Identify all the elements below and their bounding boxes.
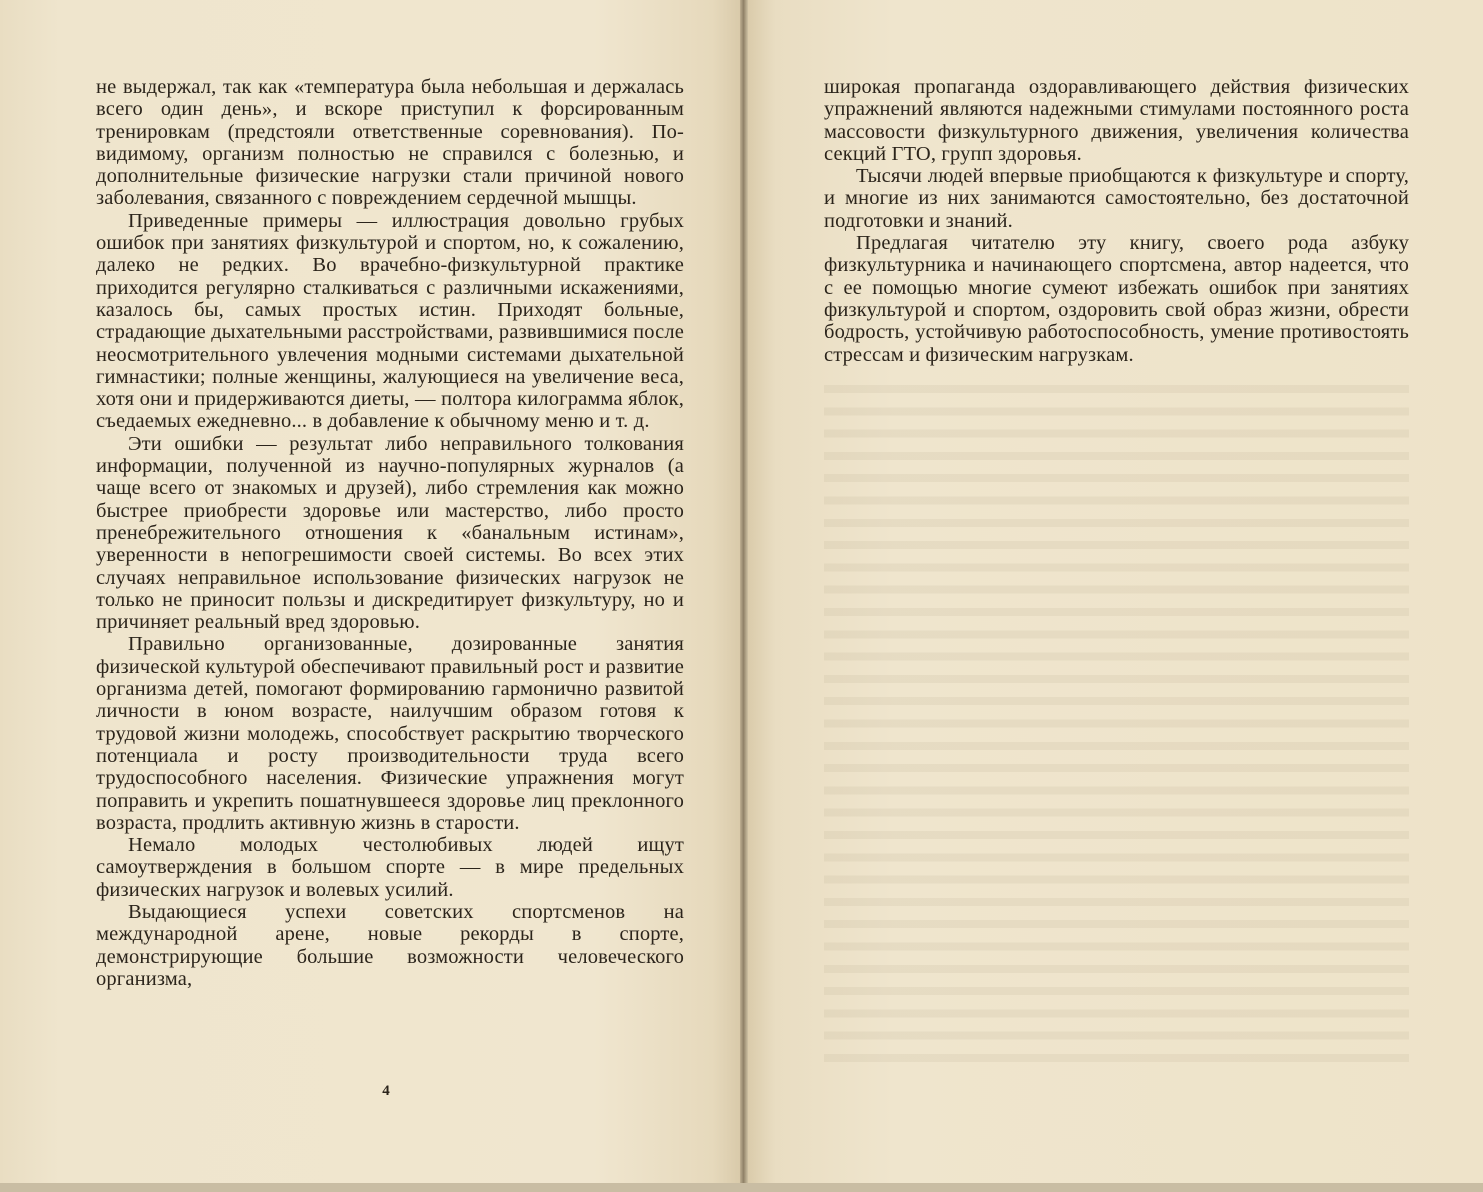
show-through-texture: [824, 376, 1409, 1066]
book-gutter: [740, 0, 748, 1192]
paragraph: Тысячи людей впервые приобщаются к физкультуре и спорту, и многие из них занимаются самостоятельно, без достаточной подготовки и знаний.: [824, 165, 1409, 232]
right-page-text: [824, 76, 1409, 366]
paragraph: широкая пропаганда оздоравливающего действия физических упражнений являются надежными стимулами постоянного роста массовости физкультурного движения, увеличения количества секций ГТО, групп здоровья.: [824, 76, 1409, 165]
left-page-text: [96, 76, 684, 990]
paragraph: Выдающиеся успехи советских спортсменов на международной арене, новые рекорды в спорте, демонстрирующие большие возможности человеческого организма,: [96, 900, 684, 990]
paragraph: Предлагая читателю эту книгу, своего рода азбуку физкультурника и начинающего спортсмена, автор надеется, что с ее помощью многие сумеют избежать ошибок при занятиях физкультурой и спортом, оздоровить свой образ жизни, обрести бодрость, устойчивую работоспособность, умение противостоять стрессам и физическим нагрузкам.: [824, 232, 1409, 366]
paragraph: Правильно организованные, дозированные занятия физической культурой обеспечивают правильный рост и развитие организма детей, помогают формированию гармонично развитой личности в юном возрасте, наилучшим образом готовя к трудовой жизни молодежь, способствует раскрытию творческого потенциала и росту производительности труда всего трудоспособного населения. Физические упражнения могут поправить и укрепить пошатнувшееся здоровье лиц преклонного возраста, продлить активную жизнь в старости.: [96, 633, 684, 834]
scan-bottom-edge: [0, 1183, 1483, 1192]
page-number: 4: [382, 1083, 390, 1099]
paragraph: Приведенные примеры — иллюстрация довольно грубых ошибок при занятиях физкультурой и спортом, но, к сожалению, далеко не редких. Во врачебно-физкультурной практике приходится регулярно сталкиваться с различными искажениями, казалось бы, самых простых истин. Приходят больные, страдающие дыхательными расстройствами, развившимися после неосмотрительного увлечения модными системами дыхательной гимнастики; полные женщины, жалующиеся на увеличение веса, хотя они и придерживаются диеты, — полтора килограмма яблок, съедаемых ежедневно... в добавление к обычному меню и т. д.: [96, 209, 684, 433]
paragraph: Немало молодых честолюбивых людей ищут самоутверждения в большом спорте — в мире предельных физических нагрузок и волевых усилий.: [96, 834, 684, 901]
paragraph: Эти ошибки — результат либо неправильного толкования информации, полученной из научно-популярных журналов (а чаще всего от знакомых и друзей), либо стремления как можно быстрее приобрести здоровье или мастерство, либо просто пренебрежительного отношения к «банальным истинам», уверенности в непогрешимости своей системы. Во всех этих случаях неправильное использование физических нагрузок не только не приносит пользы и дискредитирует физкультуру, но и причиняет реальный вред здоровью.: [96, 432, 684, 634]
right-page: [746, 0, 1483, 1185]
left-page: [0, 0, 742, 1185]
paragraph: не выдержал, так как «температура была небольшая и держалась всего один день», и вскоре приступил к форсированным тренировкам (предстояли ответственные соревнования). По-видимому, организм полностью не справился с болезнью, и дополнительные физические нагрузки стали причиной нового заболевания, связанного с повреждением сердечной мышцы.: [96, 76, 684, 210]
